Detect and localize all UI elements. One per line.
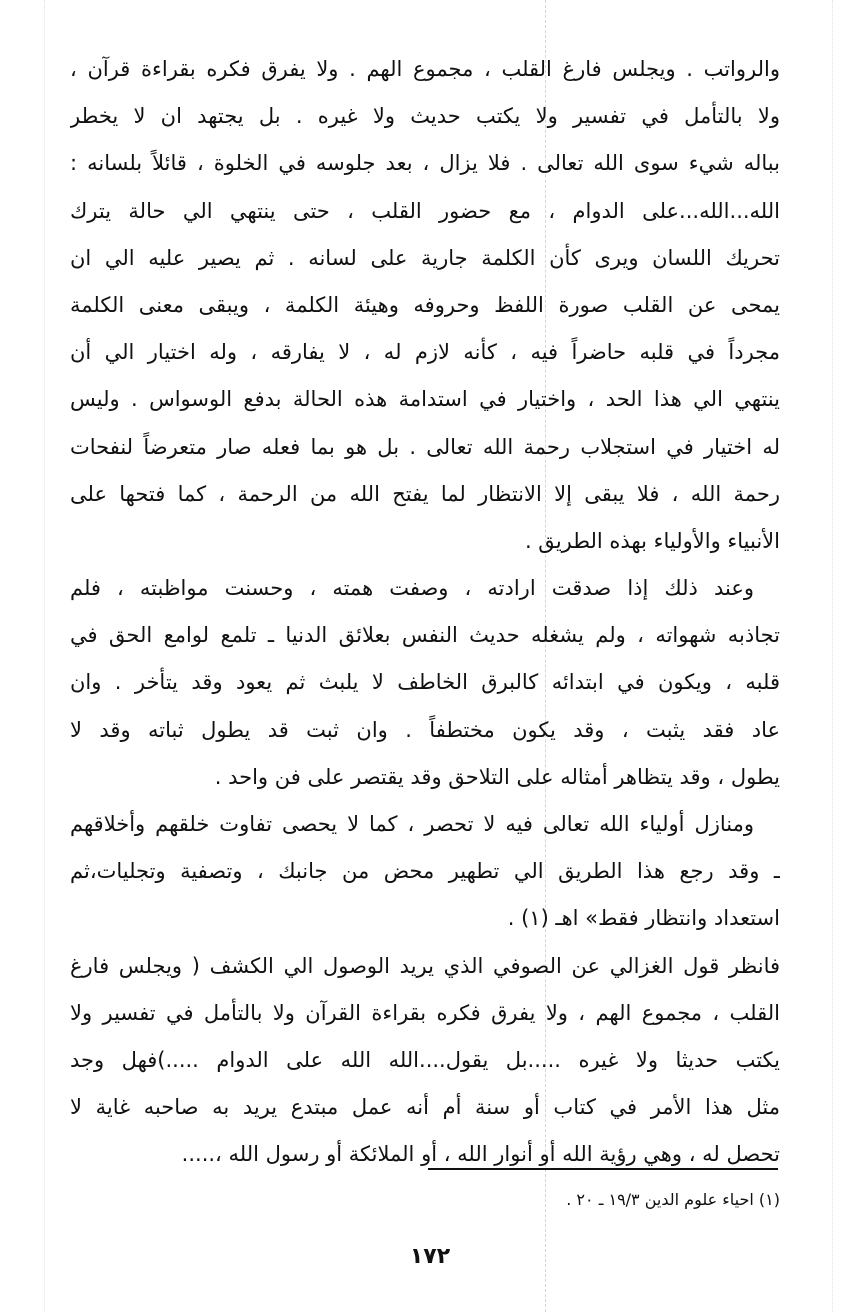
text-line: مثل هذا الأمر في كتاب أو سنة أم أنه عمل مبتدع يريد به صاحبه غاية لا xyxy=(70,1095,780,1120)
text-line: يمحى عن القلب صورة اللفظ وحروفه وهيئة الكلمة ، ويبقى معنى الكلمة xyxy=(70,292,780,317)
text-line: وعند ذلك إذا صدقت ارادته ، وصفت همته ، وحسنت مواظبته ، فلم xyxy=(70,576,754,601)
text-line: ـ وقد رجع هذا الطريق الي تطهير محض من جانبك ، وتصفية وتجليات،ثم xyxy=(70,859,780,884)
text-line: تحصل له ، وهي رؤية الله أو أنوار الله ، أو الملائكة أو رسول الله ،..... xyxy=(181,1142,780,1167)
text-line: عاد فقد يثبت ، وقد يكون مختطفاً . وان ثبت قد يطول ثباته وقد لا xyxy=(70,717,780,742)
page-number: ١٧٢ xyxy=(409,1244,451,1269)
footnote: (١) احياء علوم الدين ١٩/٣ ـ ٢٠ . xyxy=(566,1190,780,1209)
text-line: القلب ، مجموع الهم ، ولا يفرق فكره بقراءة القرآن ولا بالتأمل في تفسير ولا xyxy=(70,1000,780,1025)
footnote-separator xyxy=(428,1168,778,1170)
text-line: ينتهي الي هذا الحد ، واختيار في استدامة هذه الحالة بدفع الوسواس . وليس xyxy=(70,387,780,412)
text-line: ومنازل أولياء الله تعالى فيه لا تحصر ، كما لا يحصى تفاوت خلقهم وأخلاقهم xyxy=(70,812,754,836)
text-line: استعداد وانتظار فقط» اهـ (١) . xyxy=(507,906,780,931)
text-line: تجاذبه شهواته ، ولم يشغله حديث النفس بعلائق الدنيا ـ تلمع لوامع الحق في xyxy=(70,623,780,648)
text-line: والرواتب . ويجلس فارغ القلب ، مجموع الهم . ولا يفرق فكره بقراءة قرآن ، xyxy=(70,57,780,81)
text-line: ولا بالتأمل في تفسير ولا يكتب حديث ولا غيره . بل يجتهد ان لا يخطر xyxy=(70,104,780,129)
text-line: رحمة الله ، فلا يبقى إلا الانتظار لما يفتح الله من الرحمة ، كما فتحها على xyxy=(70,481,780,506)
scan-edge-line-right xyxy=(832,0,833,1312)
text-line: قلبه ، ويكون في ابتدائه كالبرق الخاطف لا يلبث ثم يعود وقد يتأخر . وان xyxy=(70,670,780,695)
text-line: الله...الله...على الدوام ، مع حضور القلب ، حتى ينتهي الي حالة يترك xyxy=(70,198,780,223)
body-text xyxy=(70,46,780,1179)
text-line: مجرداً في قلبه حاضراً فيه ، كأنه لازم له ، لا يفارقه ، وله اختيار الي أن xyxy=(70,340,780,365)
text-line: بباله شيء سوى الله تعالى . فلا يزال ، بعد جلوسه في الخلوة ، قائلاً بلسانه : xyxy=(70,151,780,176)
text-line: له اختيار في استجلاب رحمة الله تعالى . بل هو بما فعله صار متعرضاً لنفحات xyxy=(70,434,780,459)
scan-edge-line-left xyxy=(44,0,45,1312)
text-line: الأنبياء والأولياء بهذه الطريق . xyxy=(524,528,780,553)
text-line: فانظر قول الغزالي عن الصوفي الذي يريد الوصول الي الكشف ( ويجلس فارغ xyxy=(70,953,780,978)
text-line: تحريك اللسان ويرى كأن الكلمة جارية على لسانه . ثم يصير عليه الي ان xyxy=(70,245,780,270)
text-line: يكتب حديثا ولا غيره .....بل يقول....الله الله على الدوام .....)فهل وجد xyxy=(70,1047,780,1072)
text-line: يطول ، وقد يتظاهر أمثاله على التلاحق وقد يقتصر على فن واحد . xyxy=(214,764,780,789)
